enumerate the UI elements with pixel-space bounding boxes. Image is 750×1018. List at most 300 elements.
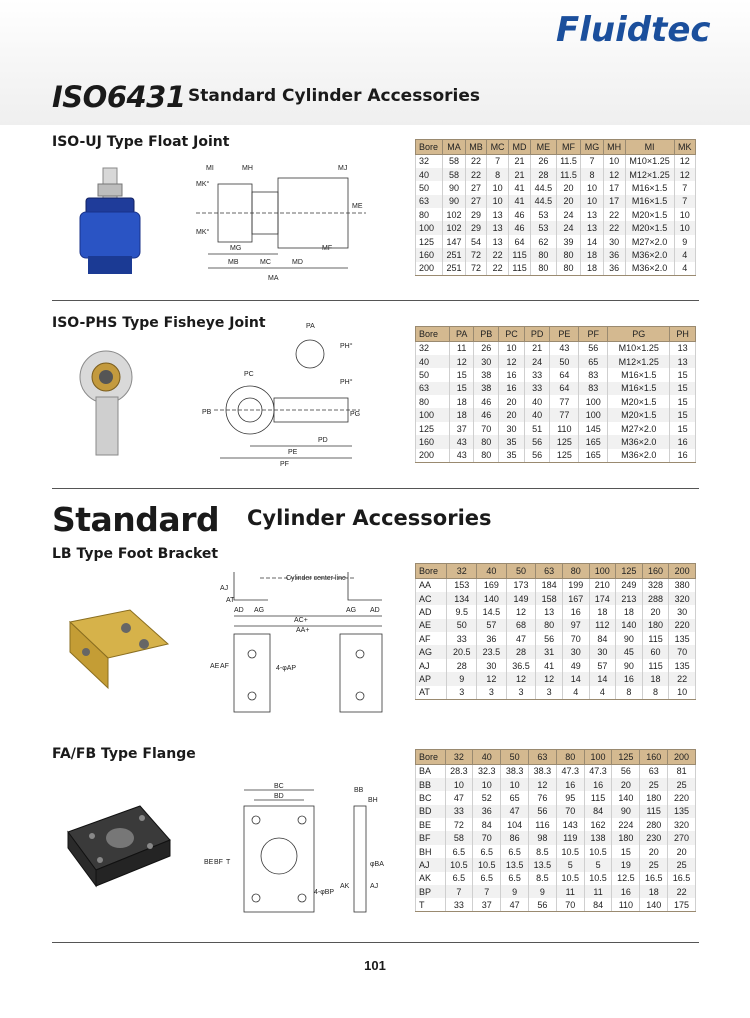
table-cell: 20 — [556, 195, 581, 208]
table-cell: 184 — [536, 579, 563, 592]
table-cell: M27×2.0 — [625, 235, 674, 248]
table-cell: AD — [416, 605, 447, 618]
uj-col-header: MK — [674, 140, 695, 155]
table-cell: 22 — [487, 248, 509, 261]
fa-label-bf: BF — [214, 859, 223, 866]
table-cell: 13.5 — [529, 858, 557, 871]
table-row — [416, 435, 696, 448]
table-cell: 220 — [668, 791, 696, 804]
table-cell: 98 — [529, 831, 557, 844]
table-cell: 30 — [562, 645, 589, 658]
table-row — [416, 195, 696, 208]
table-row — [416, 858, 696, 871]
table-cell: 12 — [450, 355, 474, 368]
uj-col-header: MH — [603, 140, 625, 155]
table-cell: 14 — [589, 672, 616, 685]
table-cell: 90 — [616, 659, 643, 672]
table-cell: 97 — [562, 619, 589, 632]
table-row — [416, 155, 696, 168]
table-cell: 70 — [473, 831, 501, 844]
table-cell: 83 — [579, 382, 608, 395]
table-cell: 33 — [445, 898, 473, 911]
table-cell: M27×2.0 — [608, 422, 670, 435]
table-row — [416, 791, 696, 804]
table-cell: 84 — [473, 818, 501, 831]
table-cell: 3 — [536, 686, 563, 699]
fa-col-header: 50 — [501, 750, 529, 765]
table-row — [416, 592, 696, 605]
table-cell: 40 — [416, 168, 443, 181]
uj-table-body — [416, 155, 696, 276]
table-cell: 84 — [589, 632, 616, 645]
table-cell: 10.5 — [473, 858, 501, 871]
table-cell: M20×1.5 — [608, 395, 670, 408]
table-cell: 328 — [642, 579, 669, 592]
fa-spec-table — [415, 749, 696, 912]
table-cell: 115 — [640, 805, 668, 818]
uj-label-mj: MJ — [338, 165, 348, 172]
table-cell: 56 — [612, 765, 640, 778]
table-cell: 153 — [447, 579, 477, 592]
table-cell: 51 — [524, 422, 550, 435]
phs-label-pd: PD — [318, 437, 328, 444]
table-cell: 16 — [499, 382, 525, 395]
lb-col-header: 100 — [589, 564, 616, 579]
table-cell: 135 — [668, 805, 696, 818]
uj-label-mc: MC — [260, 259, 271, 266]
table-cell: 165 — [579, 449, 608, 462]
table-cell: 169 — [477, 579, 507, 592]
table-cell: 47 — [445, 791, 473, 804]
table-cell: 30 — [474, 355, 499, 368]
table-cell: 175 — [668, 898, 696, 911]
table-cell: BB — [416, 778, 446, 791]
fa-col-header: 63 — [529, 750, 557, 765]
table-cell: 18 — [640, 885, 668, 898]
table-cell: 3 — [447, 686, 477, 699]
table-cell: 16.5 — [668, 872, 696, 885]
table-cell: 10.5 — [445, 858, 473, 871]
table-cell: 18 — [450, 408, 474, 421]
table-row — [416, 235, 696, 248]
fa-label-bb: BB — [354, 787, 364, 794]
phs-label-pa: PA — [306, 323, 315, 330]
table-cell: 134 — [447, 592, 477, 605]
table-cell: 56 — [524, 449, 550, 462]
table-cell: 10.5 — [556, 845, 584, 858]
table-cell: 80 — [556, 248, 581, 261]
table-cell: M16×1.5 — [625, 181, 674, 194]
table-cell: 37 — [473, 898, 501, 911]
table-cell: 10 — [581, 181, 603, 194]
table-cell: 16.5 — [640, 872, 668, 885]
table-cell: 40 — [524, 408, 550, 421]
fisheye-joint-photo — [76, 345, 154, 457]
table-row — [416, 818, 696, 831]
table-cell: 213 — [616, 592, 643, 605]
table-cell: 200 — [416, 449, 450, 462]
table-cell: 80 — [536, 619, 563, 632]
table-cell: 5 — [556, 858, 584, 871]
table-cell: 11 — [556, 885, 584, 898]
table-cell: 50 — [416, 181, 443, 194]
table-cell: 115 — [508, 248, 530, 261]
phs-col-header: PE — [550, 327, 579, 342]
table-cell: 38 — [474, 368, 499, 381]
table-cell: 28 — [447, 659, 477, 672]
table-cell: 10 — [487, 195, 509, 208]
table-cell: 17 — [603, 195, 625, 208]
fa-label-t: T — [226, 859, 231, 866]
table-cell: 41 — [508, 195, 530, 208]
table-cell: 9 — [501, 885, 529, 898]
fa-col-header: 32 — [445, 750, 473, 765]
table-cell: 9 — [529, 885, 557, 898]
table-cell: 22 — [603, 221, 625, 234]
table-cell: 115 — [584, 791, 612, 804]
table-cell: 13 — [670, 355, 696, 368]
table-cell: 165 — [579, 435, 608, 448]
uj-label-mh: MH — [242, 165, 253, 172]
table-row — [416, 672, 696, 685]
table-cell: 6.5 — [473, 872, 501, 885]
table-cell: 24 — [556, 208, 581, 221]
table-cell: 162 — [584, 818, 612, 831]
lb-col-header: 40 — [477, 564, 507, 579]
float-joint-photo — [70, 166, 150, 284]
fisheye-joint-drawing — [200, 318, 368, 468]
table-cell: 167 — [562, 592, 589, 605]
table-cell: 50 — [447, 619, 477, 632]
table-cell: M20×1.5 — [625, 221, 674, 234]
table-cell: 10.5 — [584, 845, 612, 858]
table-cell: 115 — [642, 632, 669, 645]
table-row — [416, 831, 696, 844]
table-cell: 50 — [416, 368, 450, 381]
table-cell: 16 — [612, 885, 640, 898]
table-cell: 138 — [584, 831, 612, 844]
table-cell: 35 — [499, 449, 525, 462]
table-cell: 47.3 — [584, 765, 612, 778]
uj-col-header: MA — [443, 140, 466, 155]
table-cell: 19 — [612, 858, 640, 871]
table-cell: 116 — [529, 818, 557, 831]
table-cell: 95 — [556, 791, 584, 804]
table-cell: 32.3 — [473, 765, 501, 778]
table-cell: 199 — [562, 579, 589, 592]
fa-col-header: 100 — [584, 750, 612, 765]
table-cell: 33 — [524, 382, 550, 395]
table-cell: 80 — [531, 248, 556, 261]
table-cell: 36 — [473, 805, 501, 818]
fa-label-bp: 4-φBP — [314, 889, 335, 896]
table-cell: 7 — [487, 155, 509, 168]
table-cell: 12 — [506, 605, 536, 618]
table-cell: 58 — [443, 155, 466, 168]
table-cell: 104 — [501, 818, 529, 831]
table-cell: 125 — [416, 422, 450, 435]
table-cell: 110 — [612, 898, 640, 911]
table-cell: 13.5 — [501, 858, 529, 871]
fa-label-aj: AJ — [370, 883, 379, 890]
table-cell: 10 — [499, 342, 525, 355]
uj-spec-table — [415, 139, 696, 276]
table-cell: 54 — [465, 235, 486, 248]
table-cell: BH — [416, 845, 446, 858]
lb-label-ad-2: AD — [370, 607, 380, 614]
table-row — [416, 632, 696, 645]
table-cell: 180 — [640, 791, 668, 804]
table-cell: 10 — [669, 686, 696, 699]
table-row — [416, 885, 696, 898]
table-cell: 77 — [550, 408, 579, 421]
table-cell: 22 — [465, 168, 486, 181]
table-cell: 80 — [416, 395, 450, 408]
table-cell: 41 — [536, 659, 563, 672]
table-cell: 37 — [450, 422, 474, 435]
table-cell: 160 — [416, 248, 443, 261]
table-cell: 58 — [443, 168, 466, 181]
table-cell: 52 — [473, 791, 501, 804]
table-row — [416, 449, 696, 462]
table-cell: 102 — [443, 208, 466, 221]
table-cell: 28.3 — [445, 765, 473, 778]
table-cell: 11 — [450, 342, 474, 355]
lb-label-ap: 4-φAP — [276, 665, 297, 672]
table-cell: 28 — [531, 168, 556, 181]
table-cell: 15 — [670, 382, 696, 395]
uj-label-md: MD — [292, 259, 303, 266]
table-row — [416, 382, 696, 395]
table-cell: 12 — [529, 778, 557, 791]
table-cell: 64 — [508, 235, 530, 248]
table-cell: BP — [416, 885, 446, 898]
table-cell: 44.5 — [531, 181, 556, 194]
table-cell: 140 — [640, 898, 668, 911]
table-cell: 14 — [562, 672, 589, 685]
table-cell: AG — [416, 645, 447, 658]
phs-col-header: PA — [450, 327, 474, 342]
table-cell: 270 — [668, 831, 696, 844]
table-row — [416, 645, 696, 658]
table-cell: 63 — [416, 382, 450, 395]
table-cell: 26 — [531, 155, 556, 168]
table-cell: 7 — [674, 195, 695, 208]
uj-label-mk-1: MK° — [196, 181, 210, 188]
table-cell: 32 — [416, 155, 443, 168]
table-cell: 10 — [473, 778, 501, 791]
table-cell: AJ — [416, 858, 446, 871]
uj-label-me: ME — [352, 203, 363, 210]
table-cell: 4 — [562, 686, 589, 699]
table-cell: 4 — [674, 248, 695, 261]
heading2-big: Standard — [52, 500, 220, 539]
table-cell: 380 — [669, 579, 696, 592]
heading1-code: ISO6431 — [52, 80, 186, 114]
phs-label-pf: PF — [280, 461, 289, 468]
table-cell: 115 — [642, 659, 669, 672]
table-cell: 14.5 — [477, 605, 507, 618]
table-cell: 13 — [670, 342, 696, 355]
table-cell: 63 — [640, 765, 668, 778]
table-row — [416, 579, 696, 592]
flange-drawing — [198, 776, 390, 916]
table-cell: 210 — [589, 579, 616, 592]
table-cell: 70 — [562, 632, 589, 645]
table-cell: 16 — [499, 368, 525, 381]
fa-col-header: Bore — [416, 750, 446, 765]
fa-label-ba: φBA — [370, 861, 384, 868]
fa-col-header: 125 — [612, 750, 640, 765]
table-cell: 80 — [556, 262, 581, 275]
table-cell: 46 — [474, 395, 499, 408]
table-cell: 135 — [669, 659, 696, 672]
table-cell: 33 — [524, 368, 550, 381]
table-cell: 70 — [474, 422, 499, 435]
table-cell: 36 — [603, 262, 625, 275]
table-row — [416, 659, 696, 672]
table-cell: 7 — [581, 155, 603, 168]
table-cell: 70 — [556, 805, 584, 818]
table-cell: 140 — [616, 619, 643, 632]
table-cell: 20 — [556, 181, 581, 194]
table-cell: 57 — [589, 659, 616, 672]
table-cell: 16 — [670, 435, 696, 448]
table-cell: AK — [416, 872, 446, 885]
table-cell: 72 — [465, 248, 486, 261]
table-cell: 22 — [487, 262, 509, 275]
table-cell: 27 — [465, 181, 486, 194]
fa-label-bd: BD — [274, 793, 284, 800]
table-cell: 40 — [524, 395, 550, 408]
table-cell: 6.5 — [473, 845, 501, 858]
section-title-fa: FA/FB Type Flange — [52, 746, 196, 762]
table-cell: M12×1.25 — [608, 355, 670, 368]
table-cell: 90 — [616, 632, 643, 645]
table-cell: M10×1.25 — [608, 342, 670, 355]
table-cell: 20 — [499, 395, 525, 408]
table-cell: 50 — [550, 355, 579, 368]
table-cell: 53 — [531, 221, 556, 234]
table-cell: 320 — [668, 818, 696, 831]
lb-col-header: 32 — [447, 564, 477, 579]
table-cell: 46 — [508, 208, 530, 221]
table-cell: 13 — [581, 208, 603, 221]
lb-label-ac: AC+ — [294, 617, 308, 624]
table-row — [416, 262, 696, 275]
table-cell: 65 — [501, 791, 529, 804]
table-cell: 147 — [443, 235, 466, 248]
table-cell: 143 — [556, 818, 584, 831]
table-cell: 43 — [450, 435, 474, 448]
phs-col-header: PB — [474, 327, 499, 342]
table-cell: BA — [416, 765, 446, 778]
table-cell: 8 — [642, 686, 669, 699]
lb-col-header: 200 — [669, 564, 696, 579]
table-cell: M36×2.0 — [625, 248, 674, 261]
lb-label-at: AT — [226, 597, 235, 604]
table-cell: 80 — [416, 208, 443, 221]
table-cell: 10 — [674, 208, 695, 221]
table-cell: 16 — [584, 778, 612, 791]
table-cell: 16 — [562, 605, 589, 618]
phs-label-ph-2: PH° — [340, 379, 353, 386]
uj-label-mg: MG — [230, 245, 242, 252]
table-cell: 160 — [416, 435, 450, 448]
table-cell: 65 — [579, 355, 608, 368]
table-cell: 9.5 — [447, 605, 477, 618]
table-cell: 145 — [579, 422, 608, 435]
table-cell: 14 — [581, 235, 603, 248]
table-cell: 125 — [550, 449, 579, 462]
phs-col-header: PF — [579, 327, 608, 342]
table-cell: 288 — [642, 592, 669, 605]
phs-label-ph-1: PH° — [340, 343, 353, 350]
lb-label-ag-1: AG — [254, 607, 265, 614]
table-cell: 46 — [508, 221, 530, 234]
table-cell: 47 — [501, 805, 529, 818]
table-cell: 8.5 — [529, 845, 557, 858]
table-cell: 15 — [612, 845, 640, 858]
table-cell: 12 — [477, 672, 507, 685]
table-cell: 38.3 — [529, 765, 557, 778]
table-cell: M10×1.25 — [625, 155, 674, 168]
table-cell: 20 — [499, 408, 525, 421]
table-cell: 10.5 — [556, 872, 584, 885]
table-cell: 140 — [477, 592, 507, 605]
uj-label-mb: MB — [228, 259, 239, 266]
table-row — [416, 845, 696, 858]
fa-label-be: BE — [204, 859, 214, 866]
table-cell: 10 — [501, 778, 529, 791]
table-cell: 24 — [524, 355, 550, 368]
phs-col-header: PD — [524, 327, 550, 342]
uj-col-header: Bore — [416, 140, 443, 155]
table-cell: 4 — [674, 262, 695, 275]
table-cell: 44.5 — [531, 195, 556, 208]
table-cell: 125 — [416, 235, 443, 248]
table-cell: 16 — [670, 449, 696, 462]
lb-col-header: 63 — [536, 564, 563, 579]
table-cell: 3 — [506, 686, 536, 699]
phs-col-header: PG — [608, 327, 670, 342]
table-cell: 158 — [536, 592, 563, 605]
table-cell: 135 — [669, 632, 696, 645]
table-cell: M16×1.5 — [608, 382, 670, 395]
table-cell: 84 — [584, 805, 612, 818]
table-row — [416, 408, 696, 421]
table-cell: 200 — [416, 262, 443, 275]
table-cell: 60 — [642, 645, 669, 658]
brand-logo: Fluidtec — [556, 10, 711, 50]
fa-label-ak: AK — [340, 883, 350, 890]
page-number: 101 — [364, 958, 386, 973]
table-cell: 25 — [668, 778, 696, 791]
table-cell: 21 — [508, 155, 530, 168]
section-title-uj: ISO-UJ Type Float Joint — [52, 134, 230, 150]
table-cell: M16×1.5 — [625, 195, 674, 208]
table-cell: 17 — [603, 181, 625, 194]
table-cell: 21 — [524, 342, 550, 355]
table-cell: 16 — [616, 672, 643, 685]
table-cell: 30 — [589, 645, 616, 658]
float-joint-drawing — [196, 158, 371, 286]
fa-col-header: 160 — [640, 750, 668, 765]
table-cell: 13 — [487, 208, 509, 221]
table-cell: 4 — [589, 686, 616, 699]
table-cell: 11.5 — [556, 155, 581, 168]
table-cell: 45 — [616, 645, 643, 658]
